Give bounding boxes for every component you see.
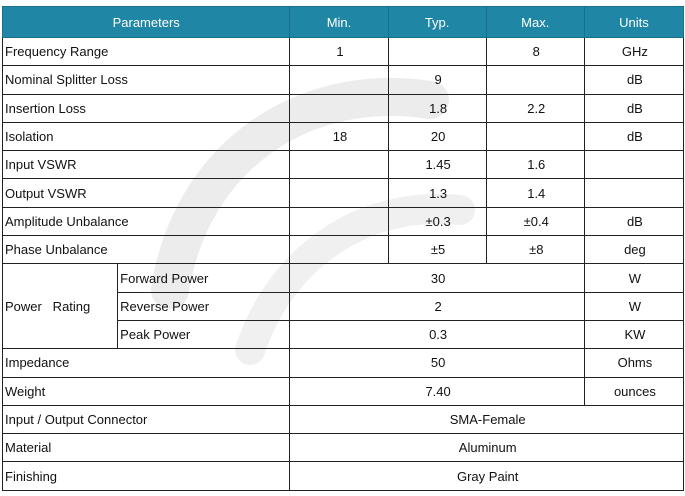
header-typ: Typ. [388, 7, 486, 38]
max-cell: 8 [486, 38, 584, 66]
sub-param-label: Peak Power [118, 320, 290, 348]
units-cell: deg [584, 236, 683, 264]
max-cell: 1.4 [486, 179, 584, 207]
table-row [3, 462, 684, 490]
max-cell [486, 122, 584, 150]
min-cell [290, 236, 388, 264]
table-row [3, 264, 684, 292]
units-cell: Ohms [584, 349, 683, 377]
units-cell: dB [584, 66, 683, 94]
typ-cell: 1.3 [388, 179, 486, 207]
param-label: Nominal Splitter Loss [3, 66, 290, 94]
max-cell: ±0.4 [486, 207, 584, 235]
table-row [3, 207, 684, 235]
min-cell [290, 66, 388, 94]
value-cell: 7.40 [290, 377, 584, 405]
typ-cell: 9 [388, 66, 486, 94]
typ-cell: ±0.3 [388, 207, 486, 235]
param-label: Weight [3, 377, 290, 405]
sub-param-label: Forward Power [118, 264, 290, 292]
min-cell: 18 [290, 122, 388, 150]
units-cell: W [584, 264, 683, 292]
table-row [3, 349, 684, 377]
value-cell: Aluminum [290, 434, 684, 462]
table-row [3, 179, 684, 207]
units-cell: dB [584, 122, 683, 150]
param-label: Isolation [3, 122, 290, 150]
typ-cell: 1.45 [388, 151, 486, 179]
max-cell: 1.6 [486, 151, 584, 179]
max-cell: ±8 [486, 236, 584, 264]
units-cell: dB [584, 207, 683, 235]
table-row [3, 405, 684, 433]
value-cell: 0.3 [290, 320, 584, 348]
typ-cell [388, 38, 486, 66]
min-cell: 1 [290, 38, 388, 66]
units-cell [584, 151, 683, 179]
units-cell: GHz [584, 38, 683, 66]
param-label: Input / Output Connector [3, 405, 290, 433]
param-label: Amplitude Unbalance [3, 207, 290, 235]
units-cell [584, 179, 683, 207]
header-units: Units [584, 7, 683, 38]
units-cell: W [584, 292, 683, 320]
units-cell: KW [584, 320, 683, 348]
value-cell: Gray Paint [290, 462, 684, 490]
param-label: Input VSWR [3, 151, 290, 179]
table-row [3, 151, 684, 179]
param-label: Insertion Loss [3, 94, 290, 122]
value-cell: 30 [290, 264, 584, 292]
param-label: Impedance [3, 349, 290, 377]
value-cell: SMA-Female [290, 405, 684, 433]
table-row [3, 434, 684, 462]
units-cell: dB [584, 94, 683, 122]
min-cell [290, 151, 388, 179]
value-cell: 2 [290, 292, 584, 320]
param-label: Frequency Range [3, 38, 290, 66]
table-row [3, 236, 684, 264]
min-cell [290, 94, 388, 122]
typ-cell: 20 [388, 122, 486, 150]
param-label: Output VSWR [3, 179, 290, 207]
typ-cell: ±5 [388, 236, 486, 264]
units-cell: ounces [584, 377, 683, 405]
table-row [3, 38, 684, 66]
header-parameters: Parameters [3, 7, 290, 38]
param-label: Phase Unbalance [3, 236, 290, 264]
header-max: Max. [486, 7, 584, 38]
max-cell [486, 66, 584, 94]
value-cell: 50 [290, 349, 584, 377]
min-cell [290, 179, 388, 207]
header-min: Min. [290, 7, 388, 38]
max-cell: 2.2 [486, 94, 584, 122]
specifications-table [2, 6, 684, 491]
table-row [3, 122, 684, 150]
param-label: Material [3, 434, 290, 462]
table-row [3, 94, 684, 122]
table-row [3, 66, 684, 94]
table-row [3, 377, 684, 405]
table-header-row [3, 7, 684, 38]
sub-param-label: Reverse Power [118, 292, 290, 320]
param-label: Finishing [3, 462, 290, 490]
power-rating-label: Power Rating [3, 264, 118, 349]
typ-cell: 1.8 [388, 94, 486, 122]
min-cell [290, 207, 388, 235]
